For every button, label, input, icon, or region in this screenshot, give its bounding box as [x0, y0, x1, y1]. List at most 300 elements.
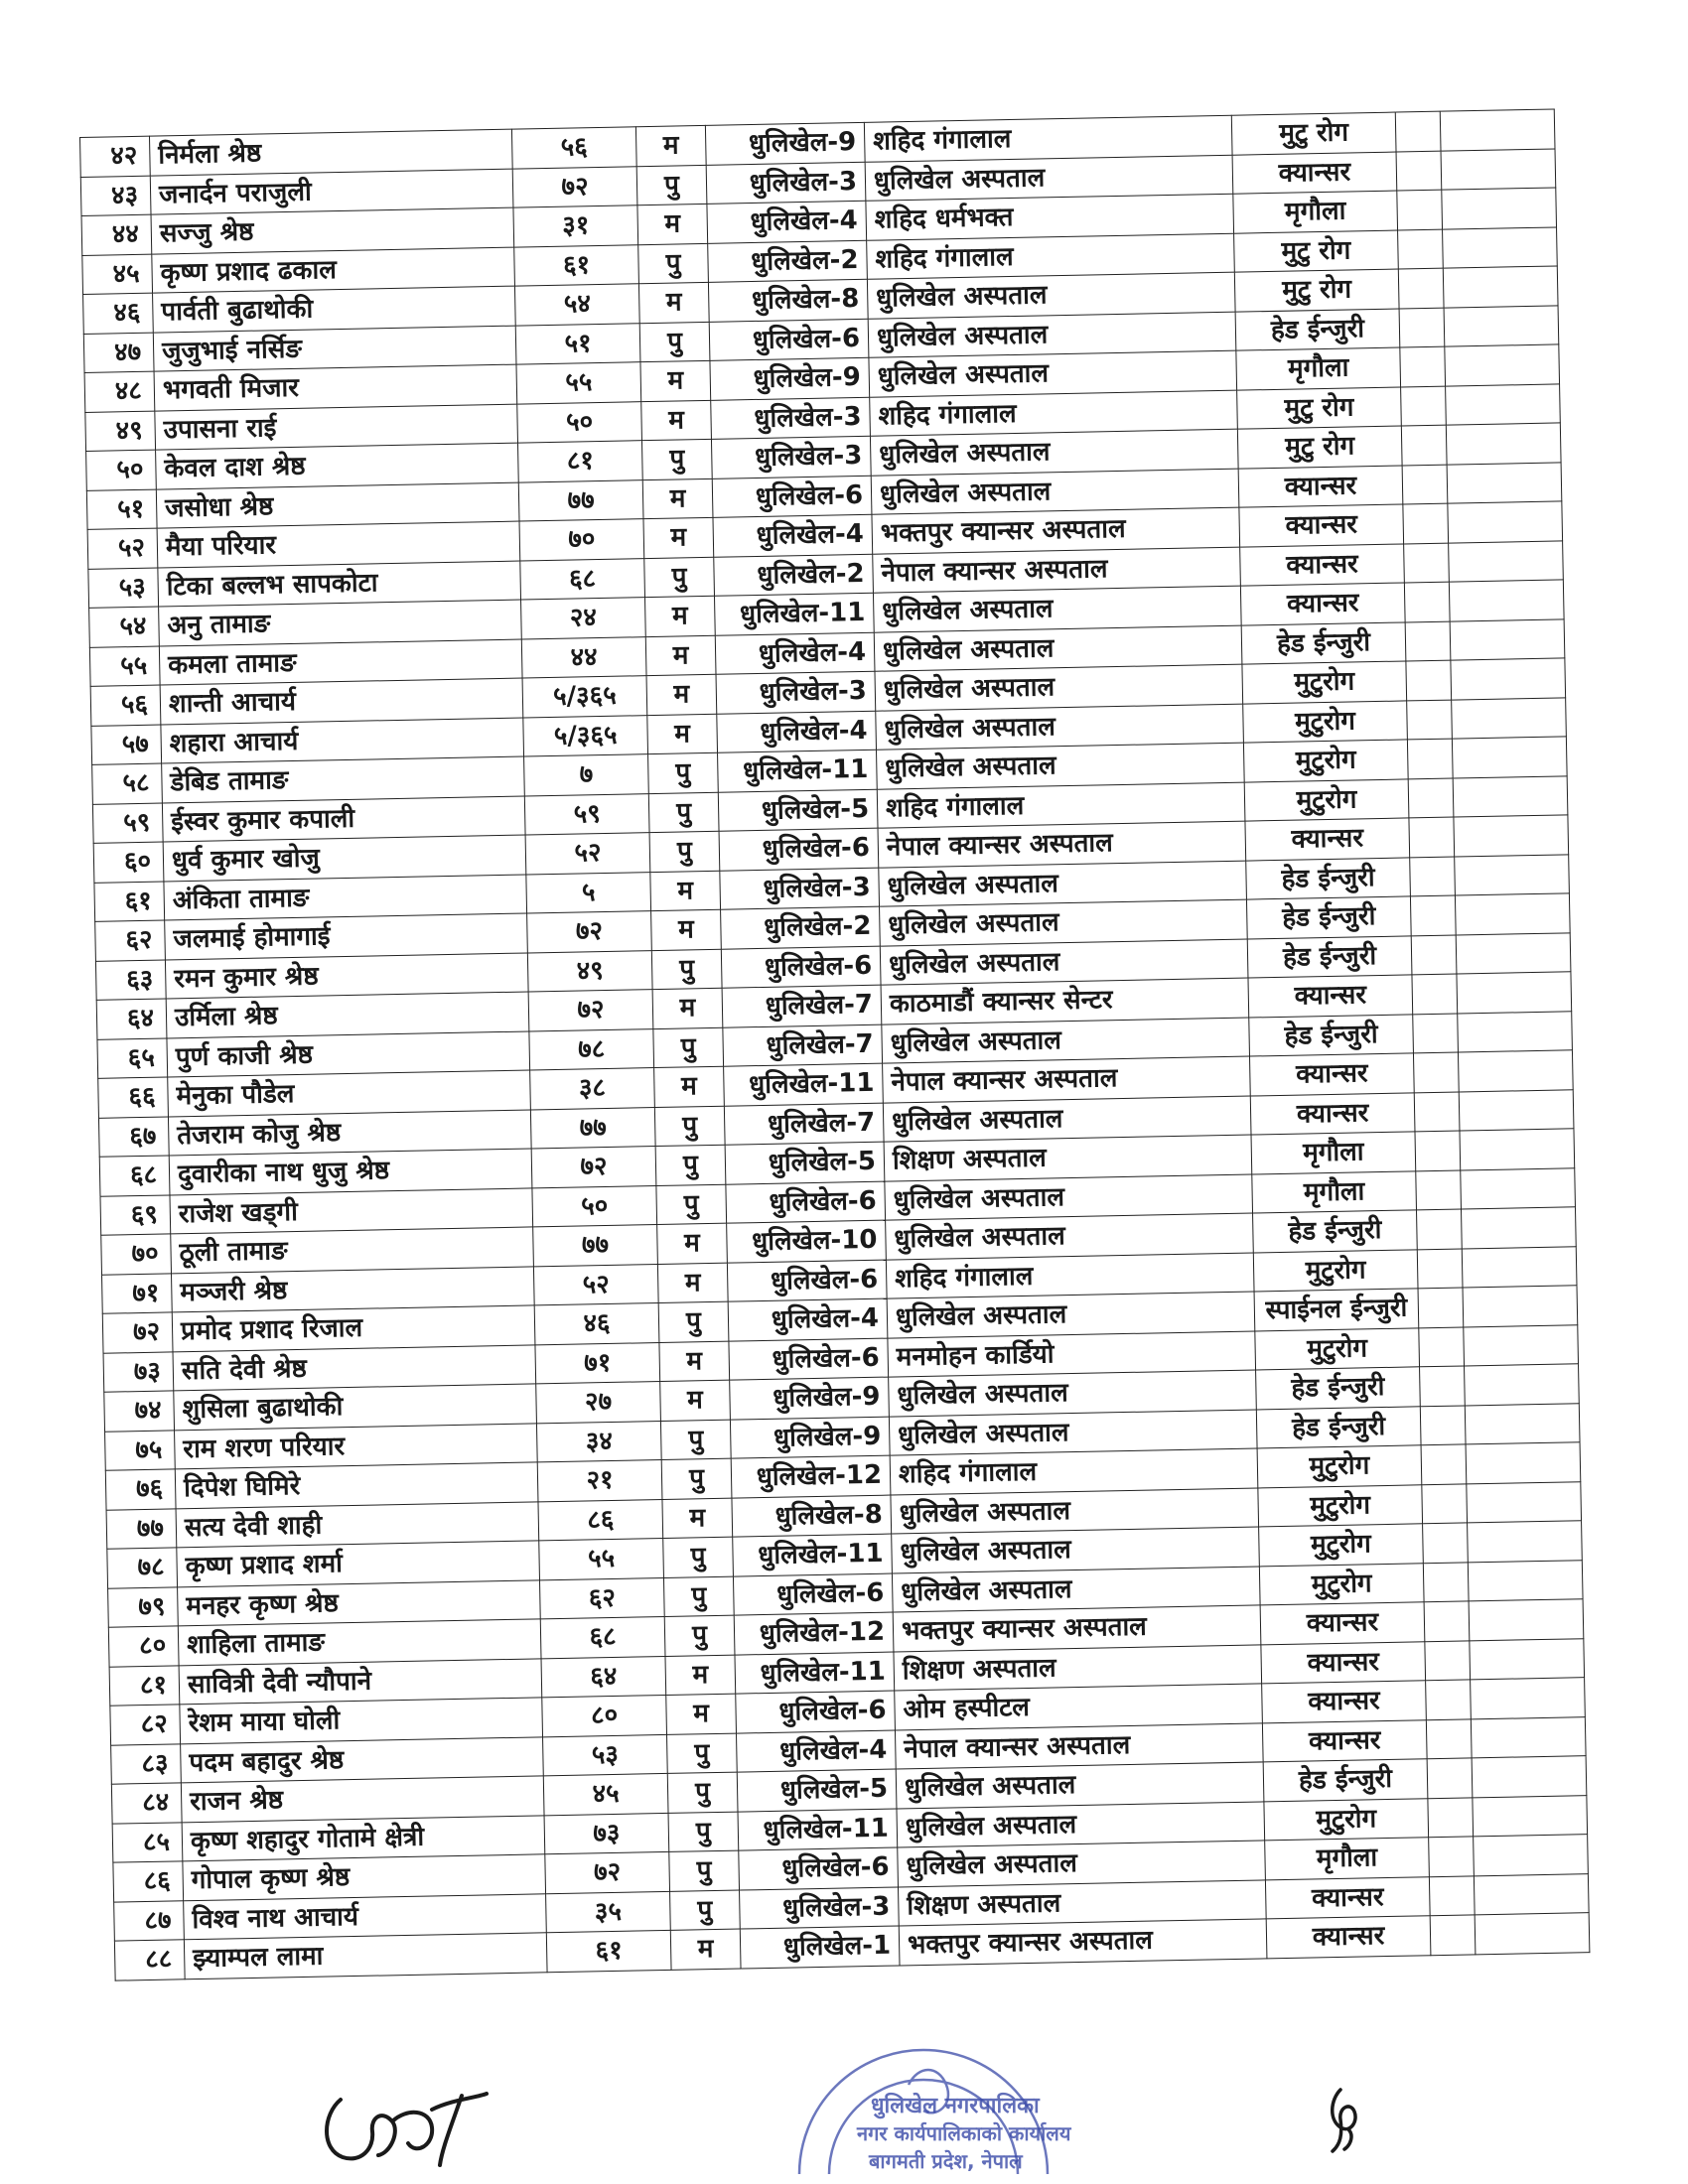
disease-name: हेड ईन्जुरी — [1256, 1406, 1421, 1448]
extra-col-2 — [1447, 462, 1562, 503]
patient-gender: पु — [654, 1106, 725, 1147]
hospital-name: नेपाल क्यान्सर अस्पताल — [873, 547, 1241, 594]
hospital-name: नेपाल क्यान्सर अस्पताल — [878, 821, 1246, 868]
patient-gender: पु — [668, 1812, 739, 1852]
patient-gender: म — [647, 714, 718, 754]
seal-line-1: धुलिखेल नगरपालिका — [871, 2094, 1040, 2118]
hospital-name: भक्तपुर क्यान्सर अस्पताल — [899, 1919, 1267, 1966]
patient-address: धुलिखेल-4 — [736, 1730, 896, 1773]
patient-gender: म — [645, 596, 716, 636]
patient-gender: पु — [664, 1615, 735, 1656]
patient-name: राजन श्रेष्ठ — [181, 1776, 544, 1822]
patient-age: २७ — [536, 1382, 661, 1424]
extra-col-1 — [1402, 465, 1448, 504]
patient-age: ८० — [542, 1695, 667, 1736]
patient-name: पुर्ण काजी श्रेष्ठ — [167, 1030, 530, 1076]
patient-gender: पु — [660, 1420, 731, 1460]
hospital-name: धुलिखेल अस्पताल — [880, 939, 1248, 986]
patient-gender: म — [654, 1066, 725, 1107]
patient-age: ८१ — [517, 441, 642, 482]
disease-name: हेड ईन्जुरी — [1246, 857, 1411, 899]
serial-number: ८७ — [114, 1900, 185, 1941]
extra-col-1 — [1410, 895, 1456, 935]
patient-address: धुलिखेल-3 — [711, 397, 871, 440]
disease-name: मृगौला — [1252, 1170, 1417, 1213]
hospital-name: भक्तपुर क्यान्सर अस्पताल — [872, 507, 1240, 554]
serial-number: ८० — [108, 1626, 179, 1667]
patient-age: ४४ — [521, 636, 646, 678]
hospital-name: धुलिखेल अस्पताल — [880, 899, 1248, 946]
disease-name: क्यान्सर — [1232, 152, 1397, 195]
patient-name: शहारा आचार्य — [161, 718, 524, 763]
extra-col-2 — [1449, 580, 1564, 621]
extra-col-1 — [1423, 1562, 1469, 1601]
hospital-name: नेपाल क्यान्सर अस्पताल — [895, 1722, 1263, 1769]
hospital-name: धुलिखेल अस्पताल — [891, 1487, 1259, 1534]
patient-gender: म — [635, 125, 706, 166]
disease-name: क्यान्सर — [1245, 818, 1410, 861]
serial-number: ६४ — [96, 999, 167, 1039]
disease-name: मुटुरोग — [1243, 740, 1408, 782]
patient-gender: पु — [648, 792, 719, 833]
patient-age: ५२ — [533, 1264, 658, 1305]
extra-col-1 — [1403, 503, 1449, 543]
signature-right-stroke — [1333, 2090, 1355, 2151]
serial-number: ६५ — [97, 1037, 168, 1078]
patient-name: मैया परियार — [157, 521, 520, 567]
extra-col-1 — [1405, 621, 1451, 661]
patient-age: ३१ — [513, 205, 638, 247]
extra-col-1 — [1430, 1915, 1476, 1955]
extra-col-2 — [1451, 658, 1566, 700]
serial-number: ४६ — [83, 293, 154, 334]
patient-age: ३८ — [530, 1068, 655, 1110]
extra-col-2 — [1462, 1246, 1577, 1288]
hospital-name: धुलिखेल अस्पताल — [886, 1213, 1254, 1260]
disease-name: हेड ईन्जुरी — [1246, 896, 1411, 939]
patient-gender: म — [646, 674, 717, 715]
patient-age: ६८ — [540, 1616, 665, 1658]
serial-number: ७९ — [108, 1586, 179, 1627]
patient-address: धुलिखेल-3 — [716, 671, 876, 714]
patient-gender: पु — [670, 1890, 741, 1931]
disease-name: मुटुरोग — [1242, 661, 1407, 704]
disease-name: मुटुरोग — [1244, 778, 1409, 821]
patient-age: ८६ — [538, 1499, 663, 1541]
patient-address: धुलिखेल-5 — [737, 1769, 897, 1812]
serial-number: ६० — [93, 842, 164, 883]
disease-name: मृगौला — [1251, 1132, 1416, 1174]
disease-name: क्यान्सर — [1262, 1719, 1427, 1762]
serial-number: ५० — [86, 450, 157, 490]
extra-col-2 — [1468, 1521, 1583, 1563]
extra-col-1 — [1416, 1169, 1462, 1209]
disease-name: हेड ईन्जुरी — [1241, 621, 1406, 664]
disease-name: क्यान्सर — [1266, 1916, 1431, 1959]
patient-name: अनु तामाङ — [159, 600, 522, 645]
extra-col-2 — [1471, 1678, 1586, 1719]
patient-name: डेबिड तामाङ — [162, 756, 525, 802]
extra-col-2 — [1461, 1167, 1576, 1209]
extra-col-2 — [1453, 775, 1568, 817]
hospital-name: शहिद गंगालाल — [886, 1253, 1254, 1299]
serial-number: ८१ — [109, 1665, 180, 1706]
extra-col-1 — [1419, 1326, 1465, 1366]
extra-col-2 — [1452, 737, 1567, 778]
patient-name: अंकिता तामाङ — [164, 875, 527, 920]
extra-col-1 — [1426, 1718, 1472, 1758]
extra-col-2 — [1443, 266, 1558, 308]
disease-name: मुटुरोग — [1258, 1484, 1423, 1527]
patient-address: धुलिखेल-6 — [719, 828, 879, 871]
patient-name: पार्वती बुढाथोकी — [153, 286, 516, 332]
serial-number: ५७ — [91, 725, 162, 765]
extra-col-1 — [1396, 151, 1442, 191]
extra-col-1 — [1395, 111, 1441, 151]
patient-gender: म — [641, 400, 712, 441]
patient-name: ठूली तामाङ — [171, 1227, 534, 1273]
patient-age: २४ — [521, 598, 646, 639]
patient-gender: पु — [638, 243, 709, 284]
patient-name: कृष्ण प्रशाद शर्मा — [177, 1541, 540, 1586]
extra-col-2 — [1445, 344, 1560, 386]
extra-col-1 — [1397, 190, 1443, 229]
serial-number: ७० — [101, 1234, 172, 1275]
patient-address: धुलिखेल-7 — [724, 1103, 884, 1146]
patient-address: धुलिखेल-8 — [708, 279, 868, 322]
patient-gender: म — [651, 909, 722, 950]
extra-col-1 — [1413, 1052, 1459, 1092]
patient-address: धुलिखेल-11 — [733, 1534, 893, 1576]
extra-col-1 — [1418, 1288, 1464, 1327]
serial-number: ५३ — [88, 568, 159, 609]
extra-col-1 — [1404, 543, 1450, 583]
disease-name: क्यान्सर — [1239, 504, 1404, 547]
extra-col-2 — [1463, 1286, 1578, 1327]
patient-address: धुलिखेल-10 — [727, 1220, 887, 1263]
patient-gender: म — [650, 871, 721, 911]
patient-table — [79, 108, 1590, 1980]
patient-gender: म — [659, 1341, 730, 1382]
hospital-name: धुलिखेल अस्पताल — [879, 861, 1247, 907]
patient-name: दिपेश घिमिरे — [175, 1462, 538, 1508]
hospital-name: धुलिखेल अस्पताल — [873, 586, 1241, 632]
patient-age: ७२ — [527, 911, 652, 953]
patient-address: धुलिखेल-11 — [738, 1809, 898, 1851]
disease-name: मृगौला — [1233, 191, 1398, 233]
patient-address: धुलिखेल-6 — [733, 1573, 893, 1616]
patient-address: धुलिखेल-6 — [726, 1181, 886, 1224]
patient-address: धुलिखेल-7 — [722, 985, 882, 1027]
extra-col-2 — [1474, 1835, 1589, 1876]
serial-number: ८४ — [111, 1783, 182, 1824]
patient-age: ७२ — [545, 1851, 670, 1893]
extra-col-2 — [1441, 148, 1556, 190]
municipal-seal — [770, 2015, 1077, 2184]
patient-name: कृष्ण प्रशाद ढकाल — [152, 247, 515, 293]
patient-gender: म — [652, 988, 723, 1028]
extra-col-1 — [1411, 935, 1457, 975]
patient-age: ७२ — [528, 990, 653, 1031]
patient-age: ७७ — [533, 1225, 658, 1267]
disease-name: हेड ईन्जुरी — [1253, 1210, 1418, 1253]
patient-gender: म — [657, 1223, 728, 1264]
patient-address: धुलिखेल-5 — [725, 1142, 885, 1184]
extra-col-1 — [1413, 1014, 1459, 1053]
serial-number: ८८ — [114, 1940, 185, 1980]
patient-address: धुलिखेल-11 — [714, 593, 874, 635]
disease-name: मुटुरोग — [1264, 1798, 1429, 1841]
patient-name: जुजुभाई नर्सिङ — [153, 326, 516, 371]
extra-col-1 — [1416, 1209, 1462, 1249]
extra-col-2 — [1454, 815, 1569, 857]
disease-name: मुटु रोग — [1237, 426, 1402, 469]
patient-address: धुलिखेल-11 — [724, 1063, 884, 1106]
signature-right — [1311, 2080, 1380, 2159]
extra-col-2 — [1473, 1795, 1588, 1837]
patient-gender: पु — [653, 1027, 724, 1068]
patient-name: जलमाई होमागाई — [165, 913, 528, 959]
extra-col-2 — [1449, 540, 1564, 582]
hospital-name: शहिद गंगालाल — [870, 390, 1238, 437]
patient-age: ४५ — [543, 1773, 668, 1815]
extra-col-1 — [1420, 1366, 1466, 1406]
patient-age: ५६ — [511, 127, 636, 169]
patient-name: तेजराम कोजु श्रेष्ठ — [168, 1109, 531, 1155]
hospital-name: काठमाडौं क्यान्सर सेन्टर — [881, 978, 1249, 1024]
serial-number: ६६ — [98, 1077, 169, 1118]
patient-gender: पु — [661, 1458, 732, 1499]
hospital-name: शिक्षण अस्पताल — [884, 1135, 1252, 1181]
patient-age: ३५ — [546, 1891, 671, 1933]
patient-name: शाहिला तामाङ — [178, 1619, 541, 1665]
patient-name: सावित्री देवी न्यौपाने — [179, 1658, 542, 1704]
extra-col-2 — [1468, 1560, 1583, 1601]
signature-left-stroke — [327, 2094, 487, 2165]
patient-age: ५५ — [539, 1538, 664, 1579]
patient-address: धुलिखेल-5 — [718, 789, 878, 832]
serial-number: ७१ — [102, 1273, 173, 1313]
patient-gender: पु — [658, 1301, 729, 1342]
extra-col-2 — [1444, 305, 1559, 346]
patient-age: ५२ — [525, 833, 650, 875]
serial-number: ४५ — [82, 254, 153, 295]
extra-col-2 — [1461, 1207, 1576, 1249]
serial-number: ६१ — [94, 882, 165, 922]
hospital-name: धुलिखेल अस्पताल — [876, 743, 1244, 789]
patient-name: मञ्जरी श्रेष्ठ — [171, 1266, 534, 1311]
hospital-name: धुलिखेल अस्पताल — [892, 1527, 1260, 1573]
patient-address: धुलिखेल-4 — [707, 201, 867, 243]
disease-name: मृगौला — [1236, 347, 1401, 390]
patient-name: शान्ती आचार्य — [160, 678, 523, 724]
extra-col-1 — [1401, 386, 1447, 426]
serial-number: ६८ — [99, 1156, 170, 1196]
hospital-name: धुलिखेल अस्पताल — [889, 1370, 1257, 1417]
extra-col-1 — [1428, 1797, 1474, 1837]
disease-name: मुटुरोग — [1255, 1327, 1420, 1370]
patient-gender: पु — [648, 752, 719, 793]
serial-number: ४४ — [81, 214, 152, 255]
extra-col-2 — [1459, 1089, 1574, 1131]
disease-name: क्यान्सर — [1265, 1876, 1430, 1919]
hospital-name: भक्तपुर क्यान्सर अस्पताल — [893, 1605, 1261, 1652]
hospital-name: धुलिखेल अस्पताल — [871, 469, 1239, 515]
extra-col-1 — [1429, 1875, 1475, 1915]
patient-age: ४६ — [534, 1303, 659, 1345]
patient-gender: म — [643, 517, 714, 558]
disease-name: हेड ईन्जुरी — [1247, 935, 1412, 978]
hospital-name: धुलिखेल अस्पताल — [869, 350, 1237, 397]
patient-address: धुलिखेल-9 — [730, 1417, 890, 1459]
disease-name: मुटुरोग — [1259, 1563, 1424, 1605]
seal-line-3: बागमती प्रदेश, नेपाल — [869, 2149, 1023, 2173]
extra-col-2 — [1458, 1011, 1573, 1052]
patient-name: राम शरण परियार — [175, 1423, 538, 1468]
seal-line-2: नगर कार्यपालिकाको कार्यालय — [857, 2121, 1071, 2145]
disease-name: मुटुरोग — [1253, 1249, 1418, 1292]
hospital-name: शहिद गंगालाल — [867, 233, 1235, 280]
extra-col-2 — [1456, 932, 1571, 974]
patient-address: धुलिखेल-9 — [730, 1377, 890, 1420]
serial-number: ८२ — [110, 1705, 181, 1745]
serial-number: ४२ — [80, 136, 151, 177]
patient-name: शुसिला बुढाथोकी — [174, 1384, 537, 1430]
hospital-name: शहिद गंगालाल — [864, 115, 1232, 162]
patient-gender: पु — [639, 322, 710, 362]
hospital-name: शिक्षण अस्पताल — [894, 1644, 1262, 1691]
extra-col-2 — [1457, 972, 1572, 1014]
extra-col-1 — [1407, 739, 1453, 778]
extra-col-1 — [1423, 1523, 1469, 1563]
patient-address: धुलिखेल-3 — [740, 1886, 900, 1929]
extra-col-1 — [1406, 660, 1452, 700]
patient-age: ७७ — [530, 1107, 655, 1149]
patient-address: धुलिखेल-6 — [739, 1847, 899, 1890]
patient-age: ७० — [519, 519, 644, 561]
serial-number: ७४ — [104, 1391, 175, 1432]
hospital-name: धुलिखेल अस्पताल — [875, 664, 1243, 711]
hospital-name: धुलिखेल अस्पताल — [898, 1841, 1266, 1887]
disease-name: मुटु रोग — [1237, 387, 1402, 430]
disease-name: हेड ईन्जुरी — [1249, 1014, 1414, 1056]
extra-col-2 — [1460, 1129, 1575, 1170]
patient-gender: पु — [669, 1850, 740, 1891]
patient-address: धुलिखेल-6 — [729, 1338, 889, 1381]
extra-col-2 — [1465, 1403, 1580, 1444]
patient-name: सत्य देवी शाही — [176, 1501, 539, 1547]
disease-name: क्यान्सर — [1248, 975, 1413, 1018]
extra-col-1 — [1421, 1444, 1467, 1484]
hospital-name: धुलिखेल अस्पताल — [897, 1801, 1265, 1847]
patient-age: ५ — [526, 872, 651, 913]
patient-address: धुलिखेल-1 — [740, 1926, 900, 1969]
serial-number: ४३ — [80, 176, 151, 216]
patient-address: धुलिखेल-4 — [713, 514, 873, 557]
extra-col-1 — [1404, 582, 1450, 621]
serial-number: ६७ — [98, 1116, 169, 1157]
extra-col-1 — [1400, 346, 1446, 386]
patient-name: केवल दाश श्रेष्ठ — [156, 443, 519, 488]
extra-col-1 — [1399, 308, 1445, 347]
disease-name: मुटु रोग — [1231, 112, 1396, 155]
patient-name: प्रमोद प्रशाद रिजाल — [172, 1305, 535, 1351]
serial-number: ५५ — [89, 646, 160, 687]
extra-col-1 — [1398, 268, 1444, 308]
patient-name: गोपाल कृष्ण श्रेष्ठ — [183, 1854, 546, 1900]
patient-gender: पु — [641, 439, 712, 479]
extra-col-2 — [1443, 226, 1558, 268]
hospital-name: धुलिखेल अस्पताल — [876, 704, 1244, 751]
extra-col-2 — [1474, 1873, 1589, 1915]
extra-col-1 — [1412, 974, 1458, 1014]
serial-number: ८३ — [111, 1743, 182, 1784]
signature-left — [313, 2070, 541, 2179]
disease-name: क्यान्सर — [1238, 465, 1403, 507]
hospital-name: धुलिखेल अस्पताल — [867, 272, 1235, 319]
extra-col-2 — [1472, 1756, 1587, 1798]
serial-number: ७८ — [107, 1548, 178, 1588]
extra-col-1 — [1429, 1837, 1475, 1876]
patient-name: कमला तामाङ — [159, 639, 522, 685]
patient-gender: पु — [667, 1772, 738, 1813]
serial-number: ७५ — [105, 1430, 176, 1470]
extra-col-1 — [1408, 778, 1454, 818]
patient-address: धुलिखेल-11 — [718, 750, 878, 792]
serial-number: ५२ — [87, 528, 158, 569]
patient-name: भगवती मिजार — [154, 364, 517, 410]
patient-address: धुलिखेल-6 — [709, 319, 869, 361]
patient-name: सज्जु श्रेष्ठ — [151, 207, 514, 253]
extra-col-2 — [1452, 697, 1567, 739]
patient-gender: पु — [663, 1537, 734, 1577]
extra-col-2 — [1467, 1481, 1582, 1523]
extra-col-2 — [1471, 1716, 1586, 1758]
patient-address: धुलिखेल-6 — [727, 1260, 887, 1302]
patient-age: ५९ — [524, 793, 649, 835]
patient-name: रेशम माया घोली — [180, 1698, 543, 1743]
disease-name: मुटु रोग — [1234, 269, 1399, 312]
disease-name: हेड ईन्जुरी — [1235, 309, 1400, 351]
patient-name: निर्मला श्रेष्ठ — [149, 129, 512, 175]
extra-col-1 — [1427, 1758, 1473, 1798]
serial-number: ७६ — [105, 1469, 176, 1510]
patient-age: ६१ — [546, 1930, 671, 1972]
extra-col-2 — [1446, 383, 1561, 425]
patient-gender: म — [670, 1929, 741, 1970]
patient-age: २१ — [537, 1459, 662, 1501]
disease-name: हेड ईन्जुरी — [1256, 1367, 1421, 1410]
patient-gender: पु — [649, 831, 720, 872]
patient-address: धुलिखेल-11 — [735, 1652, 895, 1695]
serial-number: ६२ — [95, 920, 166, 961]
patient-age: ६२ — [539, 1577, 664, 1619]
extra-col-2 — [1440, 109, 1555, 151]
hospital-name: धुलिखेल अस्पताल — [865, 155, 1233, 202]
patient-name: कृष्ण शहादुर गोतामे क्षेत्री — [182, 1815, 545, 1860]
disease-name: क्यान्सर — [1249, 1053, 1414, 1096]
extra-col-2 — [1475, 1913, 1590, 1955]
hospital-name: धुलिखेल अस्पताल — [892, 1566, 1260, 1612]
serial-number: ६३ — [95, 959, 166, 1000]
serial-number: ८५ — [112, 1822, 183, 1862]
patient-address: धुलिखेल-6 — [721, 946, 881, 989]
patient-age: ४९ — [527, 950, 652, 992]
record-sheet — [79, 108, 1589, 1980]
patient-age: ७८ — [529, 1028, 654, 1070]
patient-gender: म — [645, 635, 716, 676]
hospital-name: नेपाल क्यान्सर अस्पताल — [883, 1056, 1251, 1103]
